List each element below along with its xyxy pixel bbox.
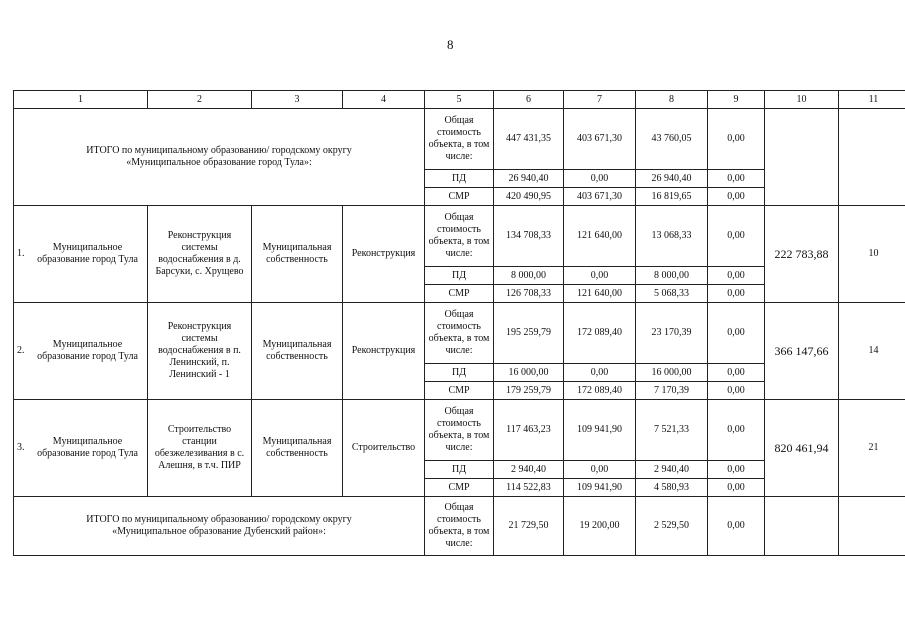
value-cell: 0,00 [564,461,636,479]
cost-type-cell: ПД [425,364,494,382]
value-cell: 26 940,40 [494,170,564,188]
total-label-line1: ИТОГО по муниципальному образованию/ городскому округу [86,145,352,156]
empty-cell [765,109,839,206]
col-header: 1 [14,91,148,109]
item-ownership: Муниципальная собственность [252,400,343,497]
col-header: 9 [708,91,765,109]
cost-type-cell: ПД [425,461,494,479]
cost-type-cell: СМР [425,188,494,206]
value-cell: 0,00 [708,461,765,479]
col-header: 11 [839,91,905,109]
value-cell: 2 940,40 [494,461,564,479]
item-row [14,206,905,267]
value-cell: 0,00 [708,109,765,170]
value-cell: 0,00 [564,364,636,382]
value-cell: 0,00 [708,479,765,497]
value-cell: 121 640,00 [564,285,636,303]
item-ownership: Муниципальная собственность [252,206,343,303]
value-cell: 447 431,35 [494,109,564,170]
value-cell: 114 522,83 [494,479,564,497]
value-cell: 16 000,00 [636,364,708,382]
total-label-line2: «Муниципальное образование город Тула»: [126,157,312,168]
item-count: 10 [839,206,905,303]
value-cell: 0,00 [708,285,765,303]
value-cell: 403 671,30 [564,188,636,206]
item-municipality-cell [14,303,148,400]
item-municipality: Муниципальное образование город Тула [37,339,138,362]
value-cell: 26 940,40 [636,170,708,188]
col-header: 10 [765,91,839,109]
item-municipality-cell [14,400,148,497]
total-tula-row [14,109,905,170]
item-object: Реконструкция системы водоснабжения в д. Барсуки, с. Хрущево [148,206,252,303]
item-count: 14 [839,303,905,400]
value-cell: 420 490,95 [494,188,564,206]
col-header: 8 [636,91,708,109]
column-number-row [14,91,905,109]
cost-type-cell: Общая стоимость объекта, в том числе: [425,303,494,364]
item-work-type: Строительство [343,400,425,497]
empty-cell [839,497,905,556]
value-cell: 0,00 [708,267,765,285]
col-header: 2 [148,91,252,109]
cost-type-cell: Общая стоимость объекта, в том числе: [425,497,494,556]
item-row [14,400,905,461]
col-header: 6 [494,91,564,109]
page-number: 8 [447,37,454,52]
item-row [14,303,905,364]
value-cell: 23 170,39 [636,303,708,364]
value-cell: 19 200,00 [564,497,636,556]
value-cell: 4 580,93 [636,479,708,497]
cost-type-cell: Общая стоимость объекта, в том числе: [425,109,494,170]
value-cell: 21 729,50 [494,497,564,556]
value-cell: 43 760,05 [636,109,708,170]
total-tula-label [14,109,425,206]
value-cell: 2 529,50 [636,497,708,556]
value-cell: 0,00 [708,303,765,364]
item-capacity: 222 783,88 [765,206,839,303]
value-cell: 126 708,33 [494,285,564,303]
value-cell: 0,00 [708,364,765,382]
value-cell: 0,00 [708,497,765,556]
item-number: 1. [17,248,25,259]
item-capacity: 366 147,66 [765,303,839,400]
item-object: Строительство станции обезжелезивания в с. Алешня, в т.ч. ПИР [148,400,252,497]
col-header: 7 [564,91,636,109]
cost-type-cell: СМР [425,382,494,400]
value-cell: 2 940,40 [636,461,708,479]
cost-type-cell: СМР [425,285,494,303]
value-cell: 0,00 [708,382,765,400]
item-capacity: 820 461,94 [765,400,839,497]
value-cell: 0,00 [708,206,765,267]
value-cell: 7 170,39 [636,382,708,400]
cost-type-cell: Общая стоимость объекта, в том числе: [425,400,494,461]
total-dubna-row [14,497,905,556]
col-header: 4 [343,91,425,109]
value-cell: 134 708,33 [494,206,564,267]
value-cell: 121 640,00 [564,206,636,267]
col-header: 3 [252,91,343,109]
value-cell: 109 941,90 [564,479,636,497]
value-cell: 7 521,33 [636,400,708,461]
value-cell: 5 068,33 [636,285,708,303]
total-dubna-label [14,497,425,556]
value-cell: 8 000,00 [494,267,564,285]
value-cell: 109 941,90 [564,400,636,461]
value-cell: 117 463,23 [494,400,564,461]
item-work-type: Реконструкция [343,303,425,400]
cost-type-cell: ПД [425,267,494,285]
item-municipality-cell [14,206,148,303]
empty-cell [839,109,905,206]
item-municipality: Муниципальное образование город Тула [37,436,138,459]
value-cell: 403 671,30 [564,109,636,170]
value-cell: 0,00 [564,170,636,188]
value-cell: 0,00 [564,267,636,285]
value-cell: 0,00 [708,400,765,461]
item-count: 21 [839,400,905,497]
empty-cell [765,497,839,556]
cost-type-cell: Общая стоимость объекта, в том числе: [425,206,494,267]
value-cell: 195 259,79 [494,303,564,364]
value-cell: 8 000,00 [636,267,708,285]
value-cell: 172 089,40 [564,303,636,364]
col-header: 5 [425,91,494,109]
value-cell: 16 819,65 [636,188,708,206]
value-cell: 179 259,79 [494,382,564,400]
item-number: 3. [17,442,25,453]
total-label-line1: ИТОГО по муниципальному образованию/ городскому округу [86,514,352,525]
item-object: Реконструкция системы водоснабжения в п. Ленинский, п. Ленинский - 1 [148,303,252,400]
item-number: 2. [17,345,25,356]
cost-type-cell: СМР [425,479,494,497]
investment-table [13,90,905,556]
item-work-type: Реконструкция [343,206,425,303]
value-cell: 13 068,33 [636,206,708,267]
item-municipality: Муниципальное образование город Тула [37,242,138,265]
value-cell: 16 000,00 [494,364,564,382]
value-cell: 0,00 [708,170,765,188]
total-label-line2: «Муниципальное образование Дубенский район»: [112,526,326,537]
item-ownership: Муниципальная собственность [252,303,343,400]
cost-type-cell: ПД [425,170,494,188]
value-cell: 172 089,40 [564,382,636,400]
value-cell: 0,00 [708,188,765,206]
